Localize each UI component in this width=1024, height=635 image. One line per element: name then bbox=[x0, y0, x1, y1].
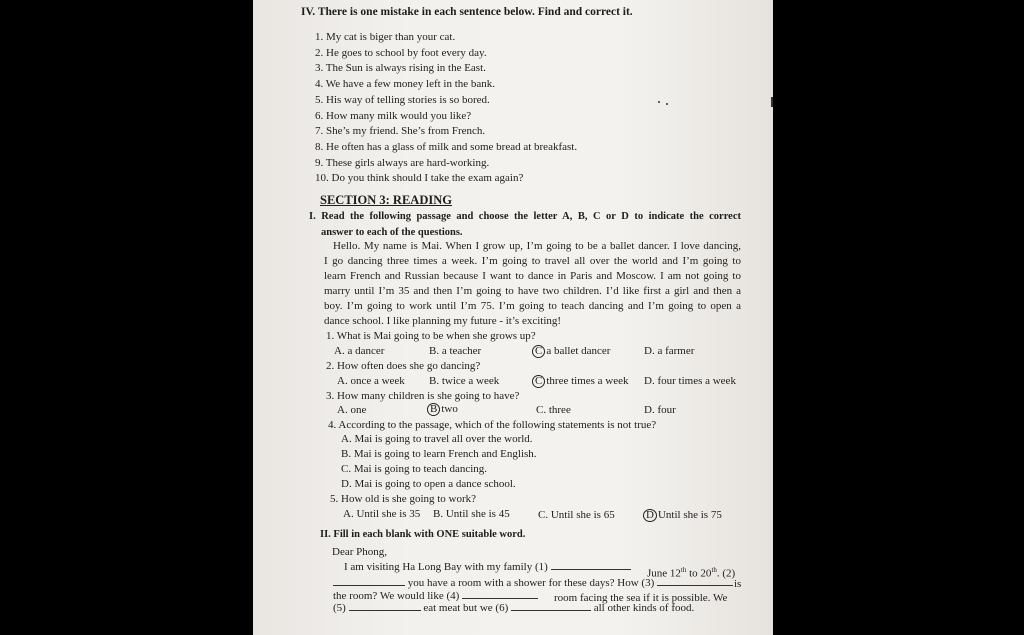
letter-text: June 12 bbox=[647, 567, 681, 580]
letter-text: I am visiting Ha Long Bay with my family (1) bbox=[344, 561, 548, 573]
letter-greeting: Dear Phong, bbox=[332, 546, 387, 558]
part4-item: 9. These girls always are hard-working. bbox=[315, 157, 490, 169]
letter-line-1 bbox=[344, 561, 631, 574]
q5-option-d bbox=[643, 509, 722, 522]
q2-option-a: A. once a week bbox=[337, 375, 405, 387]
question-1: 1. What is Mai going to be when she grows up? bbox=[326, 330, 536, 342]
blank-3[interactable] bbox=[657, 577, 733, 586]
q4-option-d: D. Mai is going to open a dance school. bbox=[341, 478, 516, 490]
ink-dot bbox=[666, 103, 668, 105]
q2-option-c-text: three times a week bbox=[546, 375, 629, 387]
part4-heading: IV. There is one mistake in each sentence below. Find and correct it. bbox=[301, 6, 633, 18]
q5-option-b: B. Until she is 45 bbox=[433, 508, 510, 520]
passage-line: boy. I’m going to work until I’m 75. I’m going to teach dancing and I’m going to open a bbox=[324, 300, 741, 312]
q3-option-b-text: two bbox=[441, 403, 458, 415]
part4-item: 8. He often has a glass of milk and some bread at breakfast. bbox=[315, 141, 578, 153]
passage-line: dance school. I like planning my future - it’s exciting! bbox=[324, 315, 562, 327]
letter-line-2 bbox=[333, 577, 733, 590]
blank-2[interactable] bbox=[333, 577, 405, 586]
part4-item: 10. Do you think should I take the exam again? bbox=[315, 172, 524, 184]
fill-blank-heading: II. Fill in each blank with ONE suitable word. bbox=[320, 529, 526, 540]
part4-item: 5. His way of telling stories is so bored. bbox=[315, 94, 490, 106]
q3-option-a: A. one bbox=[337, 404, 367, 416]
letter-line-4 bbox=[333, 602, 694, 615]
part4-item: 1. My cat is biger than your cat. bbox=[315, 31, 456, 43]
passage-line: learn French and Russian because I want to dance in Paris and Moscow. I am not going to bbox=[324, 270, 741, 282]
ink-dot bbox=[658, 101, 660, 103]
letter-text: all other kinds of food. bbox=[593, 602, 695, 614]
part4-item: 3. The Sun is always rising in the East. bbox=[315, 62, 486, 74]
passage-line: Hello. My name is Mai. When I grow up, I’m going to be a ballet dancer. I love dancing, bbox=[333, 240, 741, 252]
question-3: 3. How many children is she going to have? bbox=[326, 390, 520, 402]
reading-instruction: I. Read the following passage and choose the letter A, B, C or D to indicate the correct bbox=[309, 211, 741, 222]
q3-option-b bbox=[427, 403, 458, 416]
q5-option-d-text: Until she is 75 bbox=[657, 509, 722, 521]
circled-answer-mark: B bbox=[427, 403, 440, 416]
superscript: th bbox=[680, 566, 687, 574]
q1-option-d: D. a farmer bbox=[644, 345, 695, 357]
q3-option-c: C. three bbox=[536, 404, 571, 416]
blank-6[interactable] bbox=[511, 602, 591, 611]
letter-text: (5) bbox=[333, 602, 346, 614]
circled-answer-mark: C bbox=[532, 345, 545, 358]
question-4: 4. According to the passage, which of the following statements is not true? bbox=[328, 419, 657, 431]
q1-option-c bbox=[532, 345, 610, 358]
letter-text: is bbox=[734, 578, 742, 590]
q5-option-c: C. Until she is 65 bbox=[538, 509, 615, 521]
passage-line: marry until I’m 35 and then I’m going to have two children. I’d like first a girl and then a bbox=[324, 285, 741, 297]
blank-4[interactable] bbox=[462, 590, 538, 599]
reading-instruction-cont: answer to each of the questions. bbox=[321, 227, 463, 238]
circled-answer-mark: C bbox=[532, 375, 545, 388]
circled-answer-mark: D bbox=[643, 509, 657, 522]
part4-item: 4. We have a few money left in the bank. bbox=[315, 78, 496, 90]
blank-5[interactable] bbox=[349, 602, 421, 611]
superscript: th bbox=[711, 566, 717, 574]
q4-option-a: A. Mai is going to travel all over the world. bbox=[341, 433, 533, 445]
passage-line: I go dancing three times a week. I’m going to travel all over the world and I’m going to bbox=[324, 255, 741, 267]
question-5: 5. How old is she going to work? bbox=[330, 493, 477, 505]
q5-option-a: A. Until she is 35 bbox=[343, 508, 421, 520]
q2-option-d: D. four times a week bbox=[644, 375, 736, 387]
part4-item: 2. He goes to school by foot every day. bbox=[315, 47, 487, 59]
worksheet-page bbox=[253, 0, 773, 635]
q1-option-a: A. a dancer bbox=[334, 345, 385, 357]
q1-option-c-text: a ballet dancer bbox=[546, 345, 611, 357]
letter-text: the room? We would like (4) bbox=[333, 590, 460, 602]
question-2: 2. How often does she go dancing? bbox=[326, 360, 481, 372]
part4-item: 6. How many milk would you like? bbox=[315, 110, 472, 122]
letter-text: to 20 bbox=[689, 567, 712, 580]
q4-option-c: C. Mai is going to teach dancing. bbox=[341, 463, 488, 475]
q2-option-c bbox=[532, 375, 629, 388]
section-title: SECTION 3: READING bbox=[320, 193, 452, 207]
letter-text: room facing the sea if it is possible. We bbox=[554, 592, 728, 604]
letter-text: eat meat but we (6) bbox=[423, 602, 509, 614]
q3-option-d: D. four bbox=[644, 404, 676, 416]
letter-text: . (2) bbox=[716, 567, 736, 580]
q4-option-b: B. Mai is going to learn French and English. bbox=[341, 448, 537, 460]
ink-mark bbox=[771, 97, 773, 107]
q1-option-b: B. a teacher bbox=[429, 345, 482, 357]
q2-option-b: B. twice a week bbox=[429, 375, 500, 387]
blank-1[interactable] bbox=[551, 561, 631, 570]
part4-item: 7. She’s my friend. She’s from French. bbox=[315, 125, 486, 137]
letter-text: you have a room with a shower for these days? How (3) bbox=[407, 577, 655, 589]
